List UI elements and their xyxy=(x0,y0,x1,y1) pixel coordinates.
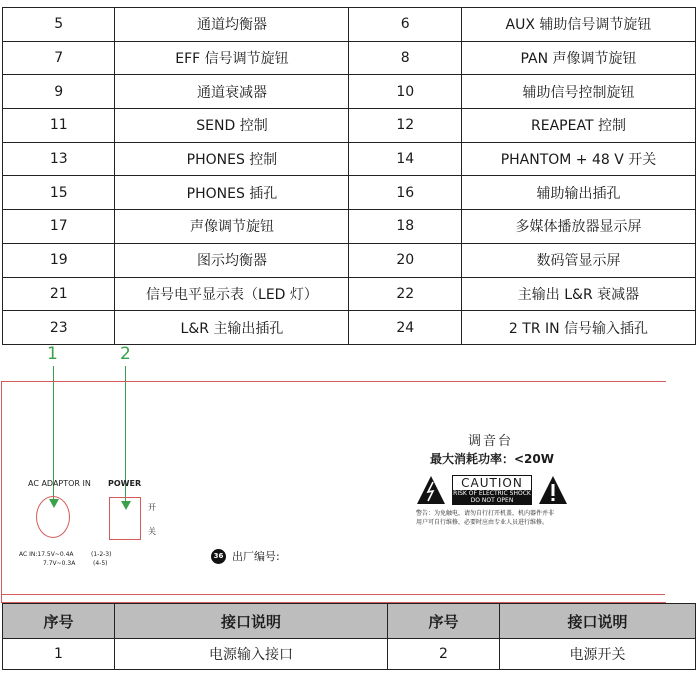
row-index-right: 16 xyxy=(349,176,461,210)
row-desc-right: 多媒体播放器显示屏 xyxy=(461,210,695,244)
table-row xyxy=(3,243,696,277)
table-row xyxy=(3,75,696,109)
row-index-right: 22 xyxy=(349,277,461,311)
model-title: 调音台 xyxy=(468,434,514,449)
ac-adaptor-jack xyxy=(36,496,70,538)
lightning-warning-icon xyxy=(416,475,446,505)
row-index-left: 21 xyxy=(3,277,115,311)
table-row xyxy=(3,41,696,75)
row-desc-right: AUX 辅助信号调节旋钮 xyxy=(461,8,695,42)
header-cell-desc-2: 接口说明 xyxy=(500,604,696,639)
row-index-left: 23 xyxy=(3,311,115,345)
exclamation-warning-icon xyxy=(538,475,568,505)
factory-number-icon: 36 xyxy=(211,549,226,564)
header-cell-index-1: 序号 xyxy=(3,604,115,639)
row-desc-right: PHANTOM + 48 V 开关 xyxy=(461,142,695,176)
row-index-right: 18 xyxy=(349,210,461,244)
row-desc-left: 信号电平显示表（LED 灯） xyxy=(115,277,349,311)
row-cell-index-1: 1 xyxy=(3,639,115,670)
rear-panel-inner-edge xyxy=(1,594,665,595)
header-cell-index-2: 序号 xyxy=(388,604,500,639)
warning-line-2: 用户可自行维修，必要时应由专业人员进行维修。 xyxy=(416,519,549,526)
table-row xyxy=(3,639,696,670)
row-desc-left: 图示均衡器 xyxy=(115,243,349,277)
row-desc-left: PHONES 插孔 xyxy=(115,176,349,210)
ac-adaptor-label: AC ADAPTOR IN xyxy=(28,479,91,488)
row-index-right: 12 xyxy=(349,109,461,143)
interface-table xyxy=(2,603,696,670)
row-desc-left: L&R 主输出插孔 xyxy=(115,311,349,345)
table-row xyxy=(3,277,696,311)
table-row xyxy=(3,8,696,42)
row-desc-right: 辅助信号控制旋钮 xyxy=(461,75,695,109)
table-row xyxy=(3,109,696,143)
callout-2: 2 xyxy=(120,344,131,364)
row-index-left: 15 xyxy=(3,176,115,210)
row-index-right: 14 xyxy=(349,142,461,176)
ac-spec-line-2: 7.7V~0.3A xyxy=(43,560,76,567)
caution-title: CAUTION xyxy=(461,476,523,490)
row-cell-desc-2: 电源开关 xyxy=(500,639,696,670)
row-index-left: 17 xyxy=(3,210,115,244)
ac-spec-line-1: AC IN:17.5V~0.4A xyxy=(19,551,74,558)
caution-line-2: DO NOT OPEN xyxy=(453,497,531,504)
pin-spec-1: (1-2-3) xyxy=(91,551,112,558)
power-label: POWER xyxy=(108,479,142,488)
table-row xyxy=(3,210,696,244)
power-switch xyxy=(109,497,141,540)
row-desc-right: PAN 声像调节旋钮 xyxy=(461,41,695,75)
row-cell-desc-1: 电源输入接口 xyxy=(115,639,388,670)
row-index-left: 9 xyxy=(3,75,115,109)
row-index-left: 5 xyxy=(3,8,115,42)
row-desc-left: 声像调节旋钮 xyxy=(115,210,349,244)
row-index-right: 8 xyxy=(349,41,461,75)
row-index-left: 11 xyxy=(3,109,115,143)
row-index-right: 20 xyxy=(349,243,461,277)
header-cell-desc-1: 接口说明 xyxy=(115,604,388,639)
max-power-text: 最大消耗功率：<20W xyxy=(430,452,554,466)
switch-on-label: 开 xyxy=(148,503,156,512)
row-index-right: 24 xyxy=(349,311,461,345)
table-row xyxy=(3,142,696,176)
row-desc-left: 通道衰减器 xyxy=(115,75,349,109)
row-desc-left: PHONES 控制 xyxy=(115,142,349,176)
parts-table xyxy=(2,7,696,345)
row-index-right: 10 xyxy=(349,75,461,109)
callout-1: 1 xyxy=(47,344,58,364)
row-desc-right: 辅助输出插孔 xyxy=(461,176,695,210)
row-desc-right: 数码管显示屏 xyxy=(461,243,695,277)
factory-number-label: 出厂编号: xyxy=(232,550,280,563)
row-index-right: 6 xyxy=(349,8,461,42)
interface-table-header xyxy=(3,604,696,639)
caution-label xyxy=(452,475,532,505)
pin-spec-2: (4-5) xyxy=(93,560,108,567)
switch-off-label: 关 xyxy=(148,527,156,536)
row-desc-right: REAPEAT 控制 xyxy=(461,109,695,143)
row-index-left: 13 xyxy=(3,142,115,176)
row-desc-right: 2 TR IN 信号输入插孔 xyxy=(461,311,695,345)
row-index-left: 7 xyxy=(3,41,115,75)
parts-table-body xyxy=(3,8,696,345)
row-desc-left: SEND 控制 xyxy=(115,109,349,143)
row-desc-right: 主输出 L&R 衰减器 xyxy=(461,277,695,311)
row-cell-index-2: 2 xyxy=(388,639,500,670)
caution-line-1: RISK OF ELECTRIC SHOCK xyxy=(453,490,531,497)
table-row xyxy=(3,311,696,345)
row-desc-left: EFF 信号调节旋钮 xyxy=(115,41,349,75)
warning-line-1: 警告：为免触电，请勿自行打开机盖，机内器件并非 xyxy=(416,510,555,517)
row-desc-left: 通道均衡器 xyxy=(115,8,349,42)
warning-text xyxy=(416,509,554,527)
table-row xyxy=(3,176,696,210)
row-index-left: 19 xyxy=(3,243,115,277)
